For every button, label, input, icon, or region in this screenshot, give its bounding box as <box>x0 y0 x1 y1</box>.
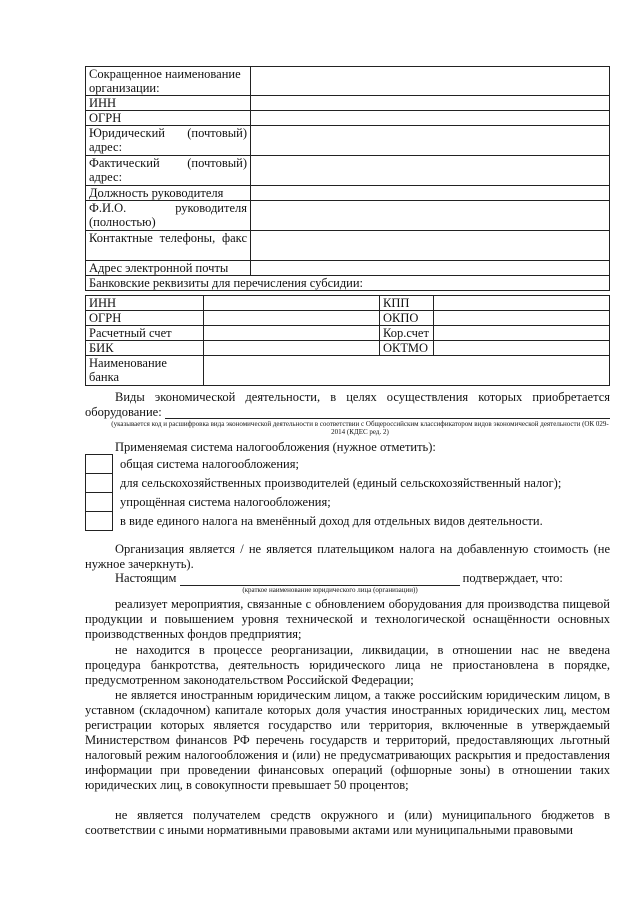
confirm-suffix: подтверждает, что: <box>462 571 563 585</box>
director-name-label: Ф.И.О. руководителя (полностью) <box>86 201 251 231</box>
bik-label: БИК <box>86 341 204 356</box>
organization-info-table <box>85 66 610 291</box>
bik-field[interactable] <box>204 341 380 356</box>
tax-option-general: общая система налогообложения; <box>120 457 299 471</box>
tax-option-agri: для сельскохозяйственных производителей (единый сельскохозяйственный налог); <box>120 476 562 490</box>
bank-ogrn-label: ОГРН <box>86 311 204 326</box>
tax-option-simplified: упрощённая система налогообложения; <box>120 495 331 509</box>
legal-address-field[interactable] <box>251 126 610 156</box>
actual-address-field[interactable] <box>251 156 610 186</box>
tax-checkbox-simplified[interactable] <box>85 492 113 512</box>
bank-name-field[interactable] <box>204 356 610 386</box>
email-label: Адрес электронной почты <box>86 261 251 276</box>
account-field[interactable] <box>204 326 380 341</box>
director-position-field[interactable] <box>251 186 610 201</box>
actual-address-label: Фактический (почтовый) адрес: <box>86 156 251 186</box>
tax-checkbox-agri[interactable] <box>85 473 113 493</box>
oktmo-field[interactable] <box>434 341 610 356</box>
tax-checkbox-general[interactable] <box>85 454 113 474</box>
paragraph-3: не является иностранным юридическим лицом, а также российским юридическим лицом, в уставном (складочном) капитале которых доля участия иностранных юридических лиц, местом регистрации которых является государство или территория, включенные в утверждаемый Министерством финансов РФ перечень государств и территорий, предоставляющих льготный налоговый режим налогообложения и (или) не предусматривающих раскрытия и предоставления информации при проведении финансовых операций (офшорные зоны) в отношении таких юридических лиц, в совокупности превышает 50 процентов; <box>85 688 610 792</box>
ogrn-label: ОГРН <box>86 111 251 126</box>
kpp-label: КПП <box>380 296 434 311</box>
account-label: Расчетный счет <box>86 326 204 341</box>
bank-ogrn-field[interactable] <box>204 311 380 326</box>
short-name-label: Сокращенное наименование организации: <box>86 67 251 96</box>
paragraph-2: не находится в процессе реорганизации, ликвидации, в отношении нас не введена процедура банкротства, деятельность юридического лица не приостановлена в порядке, предусмотренном законодательством Российской Федерации; <box>85 643 610 687</box>
bank-details-header: Банковские реквизиты для перечисления субсидии: <box>86 276 610 291</box>
activity-underline[interactable] <box>165 418 610 419</box>
inn-field[interactable] <box>251 96 610 111</box>
vat-text: Организация является / не является плательщиком налога на добавленную стоимость (не нужное зачеркнуть). <box>85 542 610 571</box>
tax-checkbox-envd[interactable] <box>85 511 113 531</box>
bank-details-table <box>85 295 610 386</box>
legal-address-label: Юридический (почтовый) адрес: <box>86 126 251 156</box>
inn-label: ИНН <box>86 96 251 111</box>
kpp-field[interactable] <box>434 296 610 311</box>
ogrn-field[interactable] <box>251 111 610 126</box>
short-name-field[interactable] <box>251 67 610 96</box>
bank-inn-label: ИНН <box>86 296 204 311</box>
phones-label: Контактные телефоны, факс <box>86 231 251 261</box>
confirm-line <box>115 571 610 586</box>
director-position-label: Должность руководителя <box>86 186 251 201</box>
corr-label: Кор.счет <box>380 326 434 341</box>
activity-note: (указывается код и расшифровка вида экономической деятельности в соответствии с Общероссийским классификатором видов экономической деятельности (ОК 029-2014 (КДЕС ред. 2) <box>111 420 609 436</box>
tax-intro: Применяемая система налогообложения (нужное отметить): <box>115 440 436 454</box>
bank-name-label: Наименование банка <box>86 356 204 386</box>
corr-field[interactable] <box>434 326 610 341</box>
phones-field[interactable] <box>251 231 610 261</box>
paragraph-4: не является получателем средств окружного и (или) муниципального бюджетов в соответствии с иными нормативными правовыми актами или муниципальными правовыми <box>85 808 610 837</box>
activity-text: Виды экономической деятельности, в целях осуществления которых приобретается оборудование: <box>85 390 610 419</box>
email-field[interactable] <box>251 261 610 276</box>
tax-option-envd: в виде единого налога на вменённый доход для отдельных видов деятельности. <box>120 514 543 528</box>
director-name-field[interactable] <box>251 201 610 231</box>
bank-inn-field[interactable] <box>204 296 380 311</box>
org-name-blank[interactable] <box>180 573 460 586</box>
confirm-note: (краткое наименование юридического лица (организации)) <box>242 586 418 594</box>
okpo-field[interactable] <box>434 311 610 326</box>
okpo-label: ОКПО <box>380 311 434 326</box>
oktmo-label: ОКТМО <box>380 341 434 356</box>
confirm-prefix: Настоящим <box>115 571 177 585</box>
paragraph-1: реализует мероприятия, связанные с обновлением оборудования для производства пищевой продукции и повышением уровня технической и технологической оснащённости основных производственных фондов предприятия; <box>85 597 610 641</box>
